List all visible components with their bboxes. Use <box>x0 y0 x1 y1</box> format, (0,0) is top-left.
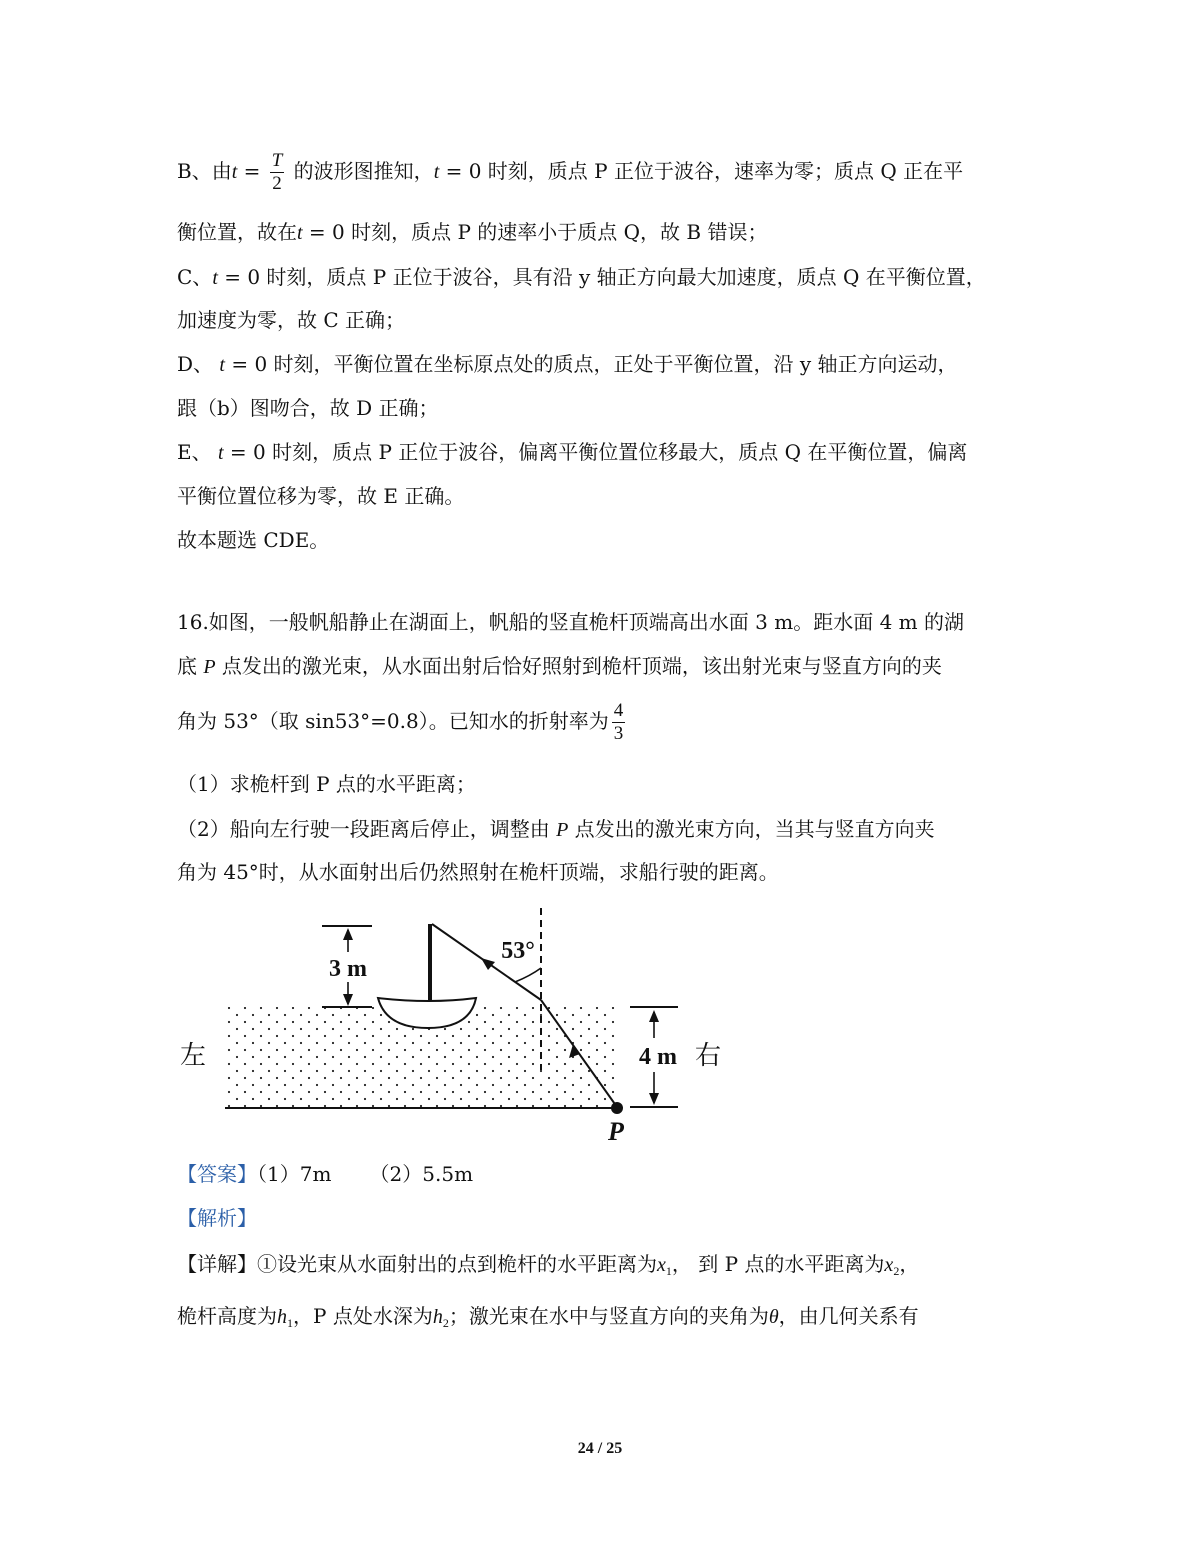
analysis-tag-line <box>177 1204 1037 1232</box>
depth-label: 4 m <box>639 1044 677 1070</box>
dim-3m-arrow-down <box>343 994 353 1006</box>
angle-arc <box>515 968 541 982</box>
dim-4m-arrow-down <box>649 1093 659 1105</box>
height-label: 3 m <box>329 956 367 982</box>
dim-3m-arrow-up <box>343 928 353 940</box>
left-label: 左 <box>180 1041 207 1070</box>
solution-e-line2: 平衡位置位移为零，故 E 正确。 <box>177 484 465 508</box>
solution-b-line1: B、由t = $\frac{T}{2}$ 的波形图推知，t = 0 时刻，质点 P 正位于波谷，速率为零；质点 Q 正在平 <box>177 150 964 194</box>
question16-sub2-line2: 角为 45°时，从水面射出后仍然照射在桅杆顶端，求船行驶的距离。 <box>177 860 779 884</box>
question16-line2: 底 P 点发出的激光束，从水面出射后恰好照射到桅杆顶端，该出射光束与竖直方向的夹 <box>177 654 942 678</box>
angle-label: 53° <box>501 938 535 964</box>
point-p <box>611 1102 623 1114</box>
answer-line: 【答案】（1）7m （2）5.5m <box>177 1162 474 1186</box>
solution-conclusion: 故本题选 CDE。 <box>177 528 330 552</box>
solution-c-line1: C、t = 0 时刻，质点 P 正位于波谷，具有沿 y 轴正方向最大加速度，质点 Q 在平衡位置， <box>177 265 986 289</box>
solution-b-line2: 衡位置，故在t = 0 时刻，质点 P 的速率小于质点 Q，故 B 错误； <box>177 220 768 244</box>
question16-sub1: （1）求桅杆到 P 点的水平距离； <box>177 772 476 796</box>
answer-tag: 【答案】 <box>177 1162 257 1186</box>
question16-sub2-line1: （2）船向左行驶一段距离后停止，调整由 P 点发出的激光束方向，当其与竖直方向夹 <box>177 817 935 841</box>
solution-d-line1: D、 t = 0 时刻，平衡位置在坐标原点处的质点，正处于平衡位置，沿 y 轴正方向运动， <box>177 352 958 376</box>
solution-c-line2: 加速度为零，故 C 正确； <box>177 308 406 332</box>
right-label: 右 <box>695 1041 722 1070</box>
question16-line3: 角为 53°（取 sin53°=0.8）。已知水的折射率为 $\frac{4}{3}$ <box>177 700 624 744</box>
detail-line1: 【详解】①设光束从水面射出的点到桅杆的水平距离为$x_1$， 到 P 点的水平距离为$x_2$， <box>177 1252 920 1278</box>
solution-e-line1: E、 t = 0 时刻，质点 P 正位于波谷，偏离平衡位置位移最大，质点 Q 在平衡位置，偏离 <box>177 440 968 464</box>
analysis-tag: 【解析】 <box>177 1206 257 1230</box>
point-label: P <box>608 1117 624 1146</box>
question16-line1: 16.如图，一般帆船静止在湖面上，帆船的竖直桅杆顶端高出水面 3 m。距水面 4 m 的湖 <box>177 610 964 634</box>
sailboat-laser-figure <box>170 900 770 1150</box>
fraction-t-over-2: $\frac{T}{2}$ <box>271 150 283 194</box>
detail-line2: 桅杆高度为$h_1$，P 点处水深为$h_2$；激光束在水中与竖直方向的夹角为θ，由几何关系有 <box>177 1304 919 1330</box>
dim-4m-arrow-up <box>649 1010 659 1022</box>
fraction-4-over-3: $\frac{4}{3}$ <box>613 700 624 744</box>
laser-ray-air-arrow <box>481 958 495 970</box>
solution-d-line2: 跟（b）图吻合，故 D 正确； <box>177 396 439 420</box>
page-number: 24 / 25 <box>577 1440 623 1457</box>
